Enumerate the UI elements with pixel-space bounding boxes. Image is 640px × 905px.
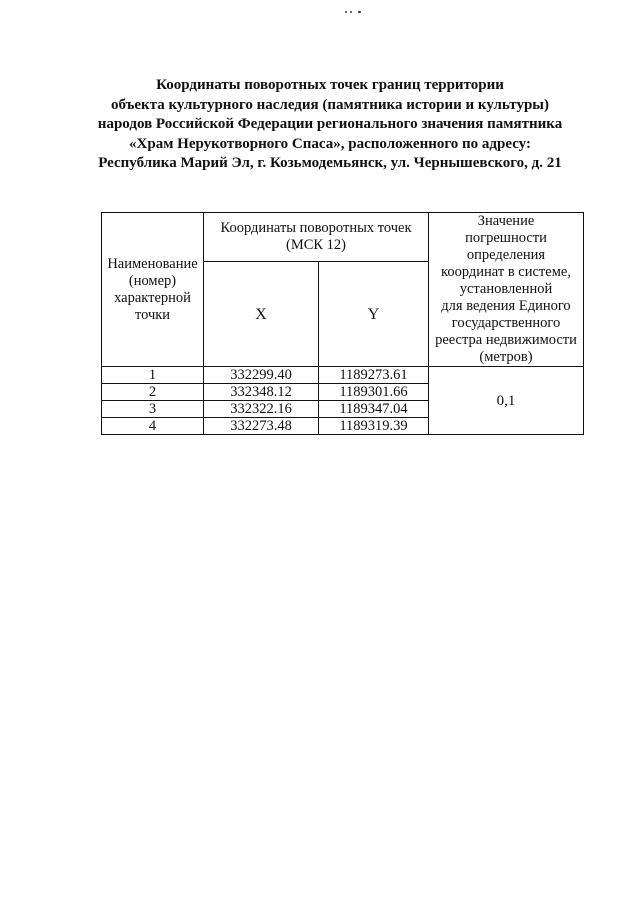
document-title (60, 76, 600, 174)
coord-x: 332299.40 (204, 367, 319, 384)
header-x: X (204, 262, 319, 367)
scan-artifact (345, 9, 363, 15)
coord-y: 1189319.39 (319, 418, 429, 435)
coordinates-table (101, 212, 584, 435)
coord-y: 1189301.66 (319, 384, 429, 401)
title-line-3: народов Российской Федерации регионального значения памятника (97, 116, 563, 132)
header-y: Y (319, 262, 429, 367)
coord-y: 1189347.04 (319, 401, 429, 418)
header-coordinates: Координаты поворотных точек (МСК 12) (204, 213, 429, 262)
point-number: 2 (102, 384, 204, 401)
coord-y: 1189273.61 (319, 367, 429, 384)
error-value: 0,1 (429, 367, 584, 435)
coord-x: 332348.12 (204, 384, 319, 401)
table-row (102, 367, 584, 384)
title-line-5: Республика Марий Эл, г. Козьмодемьянск, ул. Чернышевского, д. 21 (98, 155, 562, 171)
header-error: Значение погрешности определения координат в системе, установленной для ведения Единого государственного реестра недвижимости (метров) (429, 213, 584, 367)
title-line-1: Координаты поворотных точек границ территории (156, 77, 504, 93)
point-number: 4 (102, 418, 204, 435)
coord-x: 332322.16 (204, 401, 319, 418)
header-point-name: Наименование (номер) характерной точки (102, 213, 204, 367)
title-line-4: «Храм Нерукотворного Спаса», расположенного по адресу: (129, 135, 531, 152)
point-number: 1 (102, 367, 204, 384)
title-line-2: объекта культурного наследия (памятника истории и культуры) (110, 96, 549, 113)
table-header-row-1 (102, 213, 584, 262)
point-number: 3 (102, 401, 204, 418)
coord-x: 332273.48 (204, 418, 319, 435)
